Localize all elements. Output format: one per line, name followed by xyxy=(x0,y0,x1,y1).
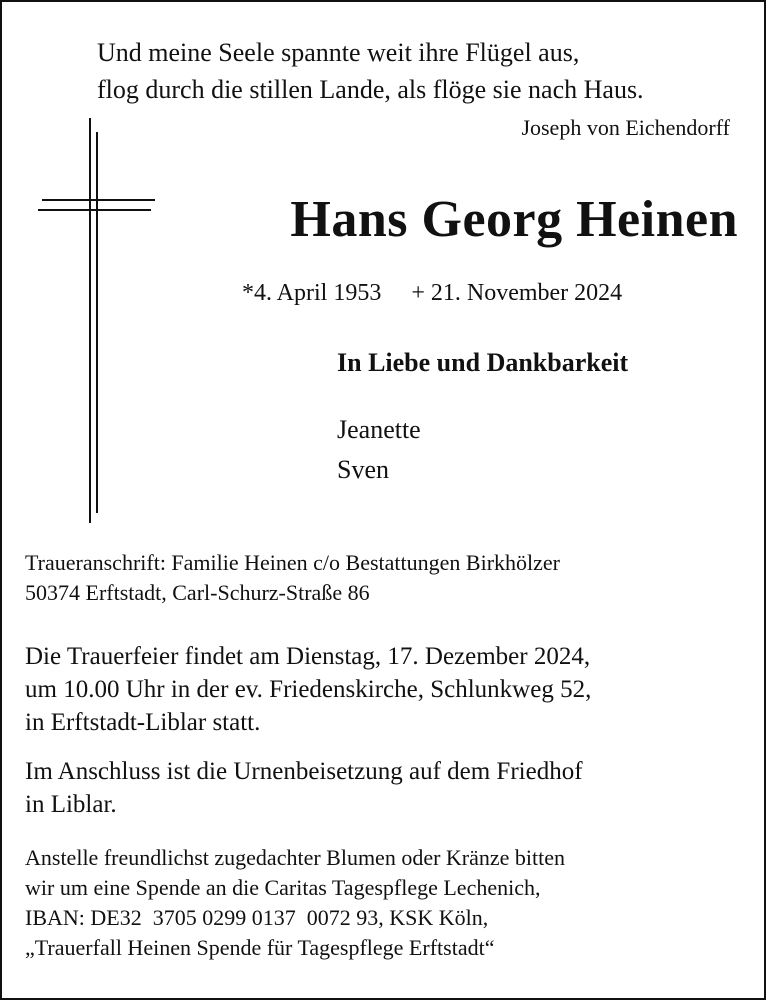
mourning-address xyxy=(25,548,560,608)
donation-line-2: wir um eine Spende an die Caritas Tagespflege Lechenich, xyxy=(25,875,541,900)
donation-info xyxy=(25,843,565,963)
address-line-2: 50374 Erftstadt, Carl-Schurz-Straße 86 xyxy=(25,580,370,605)
service-line-3: in Erftstadt-Liblar statt. xyxy=(25,709,261,736)
mourners-heading: In Liebe und Dankbarkeit xyxy=(337,348,629,377)
service-line-1: Die Trauerfeier findet am Dienstag, 17. Dezember 2024, xyxy=(25,643,591,670)
life-dates xyxy=(242,280,622,307)
donation-line-3: IBAN: DE32 3705 0299 0137 0072 93, KSK Köln, xyxy=(25,905,489,930)
poem-line-2: flog durch die stillen Lande, als flöge sie nach Haus. xyxy=(97,75,644,104)
burial-line-1: Im Anschluss ist die Urnenbeisetzung auf dem Friedhof xyxy=(25,758,583,785)
service-line-2: um 10.00 Uhr in der ev. Friedenskirche, Schlunkweg 52, xyxy=(25,676,592,703)
poem-quote xyxy=(97,34,644,108)
mourner-name: Sven xyxy=(337,455,389,484)
cross-icon xyxy=(38,118,158,523)
poem-author: Joseph von Eichendorff xyxy=(521,115,730,140)
deceased-name: Hans Georg Heinen xyxy=(290,191,738,248)
funeral-service-info xyxy=(25,640,591,739)
donation-line-4: „Trauerfall Heinen Spende für Tagespflege Erftstadt“ xyxy=(25,935,495,960)
burial-info xyxy=(25,755,583,821)
burial-line-2: in Liblar. xyxy=(25,791,117,818)
donation-line-1: Anstelle freundlichst zugedachter Blumen oder Kränze bitten xyxy=(25,845,566,870)
death-date: + 21. November 2024 xyxy=(411,280,623,306)
mourners-names xyxy=(337,410,421,490)
mourner-name: Jeanette xyxy=(337,415,421,444)
poem-line-1: Und meine Seele spannte weit ihre Flügel aus, xyxy=(97,38,580,67)
birth-date: *4. April 1953 xyxy=(242,280,382,306)
address-line-1: Traueranschrift: Familie Heinen c/o Bestattungen Birkhölzer xyxy=(25,550,560,575)
